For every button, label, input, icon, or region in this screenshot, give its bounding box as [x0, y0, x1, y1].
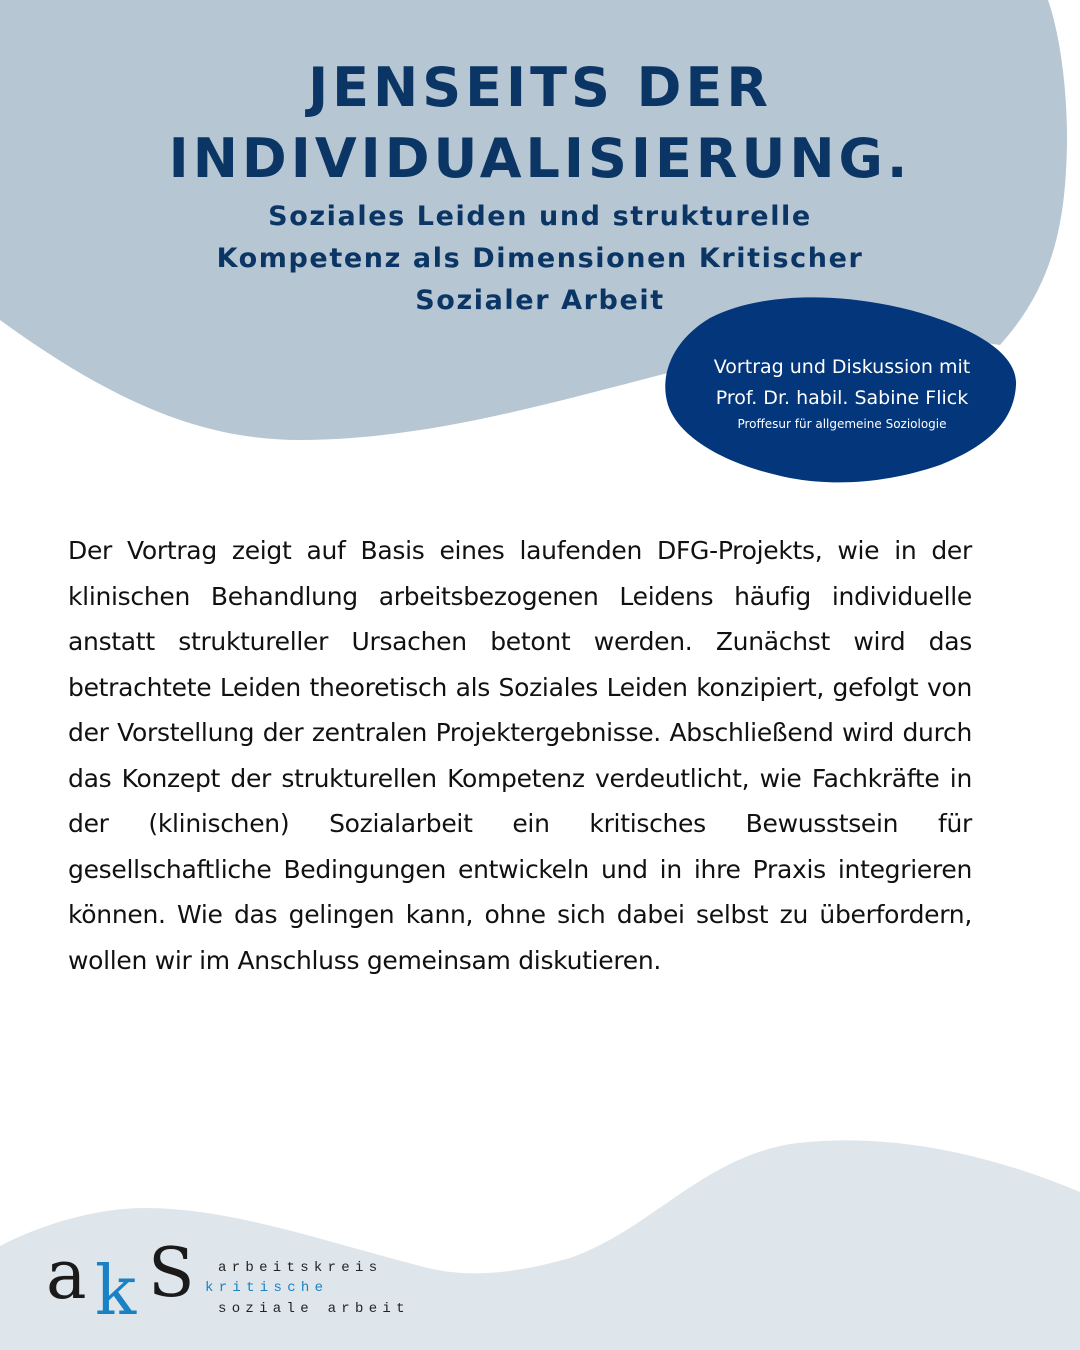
description-paragraph: Der Vortrag zeigt auf Basis eines laufenden DFG-Projekts, wie in der klinischen Behandlung arbeitsbezogenen Leidens häufig individuelle anstatt struktureller Ursachen betont werden. Zunächst wird das betrachtete Leiden theoretisch als Soziales Leiden konzipiert, gefolgt von der Vorstellung der zentralen Projektergebnisse. Abschließend wird durch das Konzept der strukturellen Kompetenz verdeutlicht, wie Fachkräfte in der (klinischen) Sozialarbeit ein kritisches Bewusstsein für gesellschaftliche Bedingungen entwickeln und in ihre Praxis integrieren können. Wie das gelingen kann, ohne sich dabei selbst zu überfordern, wollen wir im Anschluss gemeinsam diskutieren.: [68, 536, 972, 975]
aks-logo: [40, 1236, 440, 1336]
subtitle-line-1: Soziales Leiden und strukturelle: [268, 201, 812, 232]
title-line-1: JENSEITS DER: [308, 56, 772, 119]
logo-text-soziale-arbeit: soziale arbeit: [218, 1301, 410, 1317]
speaker-affiliation: Proffesur für allgemeine Soziologie: [737, 417, 947, 431]
speaker-info: [672, 352, 1012, 434]
subtitle-line-3: Sozialer Arbeit: [415, 285, 665, 316]
logo-text-kritische: kritische: [205, 1280, 329, 1296]
logo-text-arbeitskreis: arbeitskreis: [218, 1260, 383, 1276]
speaker-name: Prof. Dr. habil. Sabine Flick: [715, 387, 969, 409]
logo-letter-k: k: [95, 1252, 137, 1331]
title-line-2: INDIVIDUALISIERUNG.: [168, 127, 912, 190]
speaker-intro: Vortrag und Diskussion mit: [713, 356, 971, 378]
page-title: [0, 52, 1080, 194]
logo-letter-a: a: [46, 1236, 87, 1315]
subtitle-line-2: Kompetenz als Dimensionen Kritischer: [216, 243, 864, 274]
page-subtitle: [0, 196, 1080, 322]
logo-letter-s: S: [148, 1234, 195, 1313]
